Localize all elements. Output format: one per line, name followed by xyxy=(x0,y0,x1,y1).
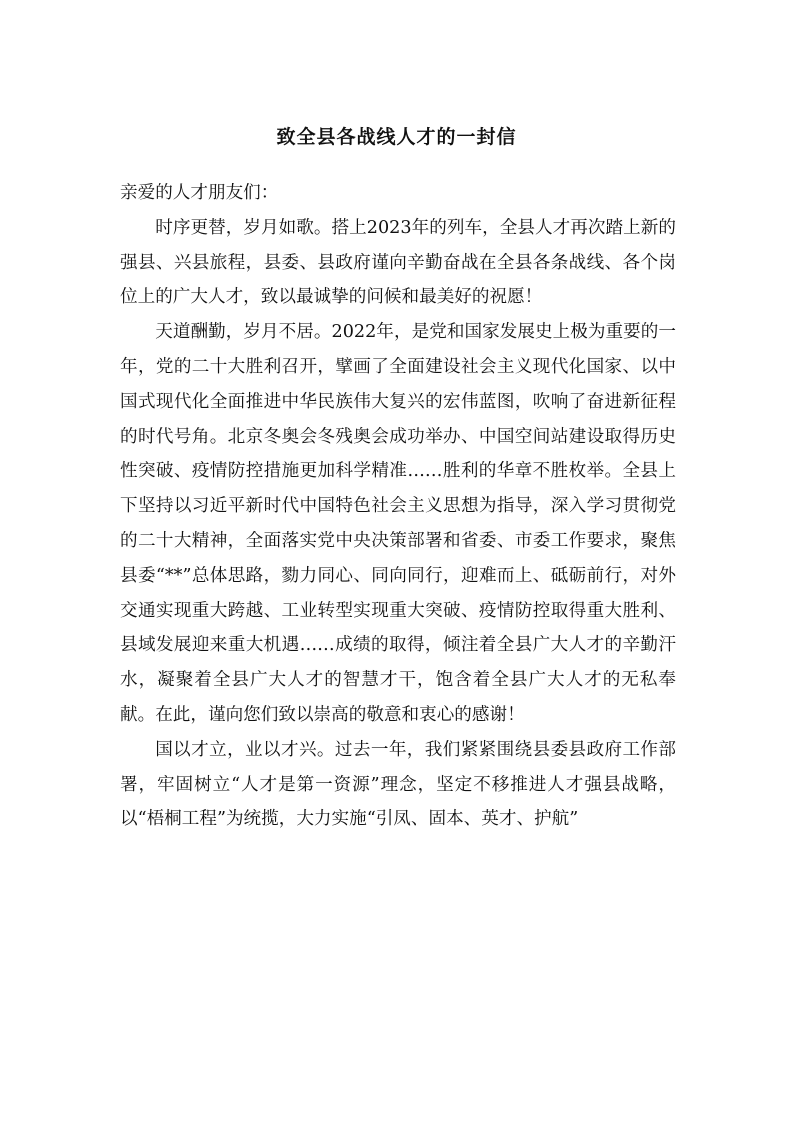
salutation: 亲爱的人才朋友们： xyxy=(120,183,279,203)
document-title: 致全县各战线人才的一封信 xyxy=(276,126,517,148)
paragraph-3: 国以才立，业以才兴。过去一年，我们紧紧围绕县委县政府工作部署，牢固树立“人才是第一资源”理念，坚定不移推进人才强县战略，以“梧桐工程”为统揽，大力实施“引凤、固本、英才、护航” xyxy=(120,739,676,830)
paragraph-2: 天道酬勤，岁月不居。2022年，是党和国家发展史上极为重要的一年，党的二十大胜利召开，擘画了全面建设社会主义现代化国家、以中国式现代化全面推进中华民族伟大复兴的宏伟蓝图，吹响了奋进新征程的时代号角。北京冬奥会冬残奥会成功举办、中国空间站建设取得历史性突破、疫情防控措施更加科学精准……胜利的华章不胜枚举。全县上下坚持以习近平新时代中国特色社会主义思想为指导，深入学习贯彻党的二十大精神，全面落实党中央决策部署和省委、市委工作要求，聚焦县委“**”总体思路，勠力同心、同向同行，迎难而上、砥砺前行，对外交通实现重大跨越、工业转型实现重大突破、疫情防控取得重大胜利、县域发展迎来重大机遇……成绩的取得，倾注着全县广大人才的辛勤汗水，凝聚着全县广大人才的智慧才干，饱含着全县广大人才的无私奉献。在此，谨向您们致以崇高的敬意和衷心的感谢！ xyxy=(120,322,676,725)
letter-body xyxy=(120,176,676,837)
paragraph-1: 时序更替，岁月如歌。搭上2023年的列车，全县人才再次踏上新的强县、兴县旅程，县委、县政府谨向辛勤奋战在全县各条战线、各个岗位上的广大人才，致以最诚挚的问候和最美好的祝愿！ xyxy=(120,217,676,308)
